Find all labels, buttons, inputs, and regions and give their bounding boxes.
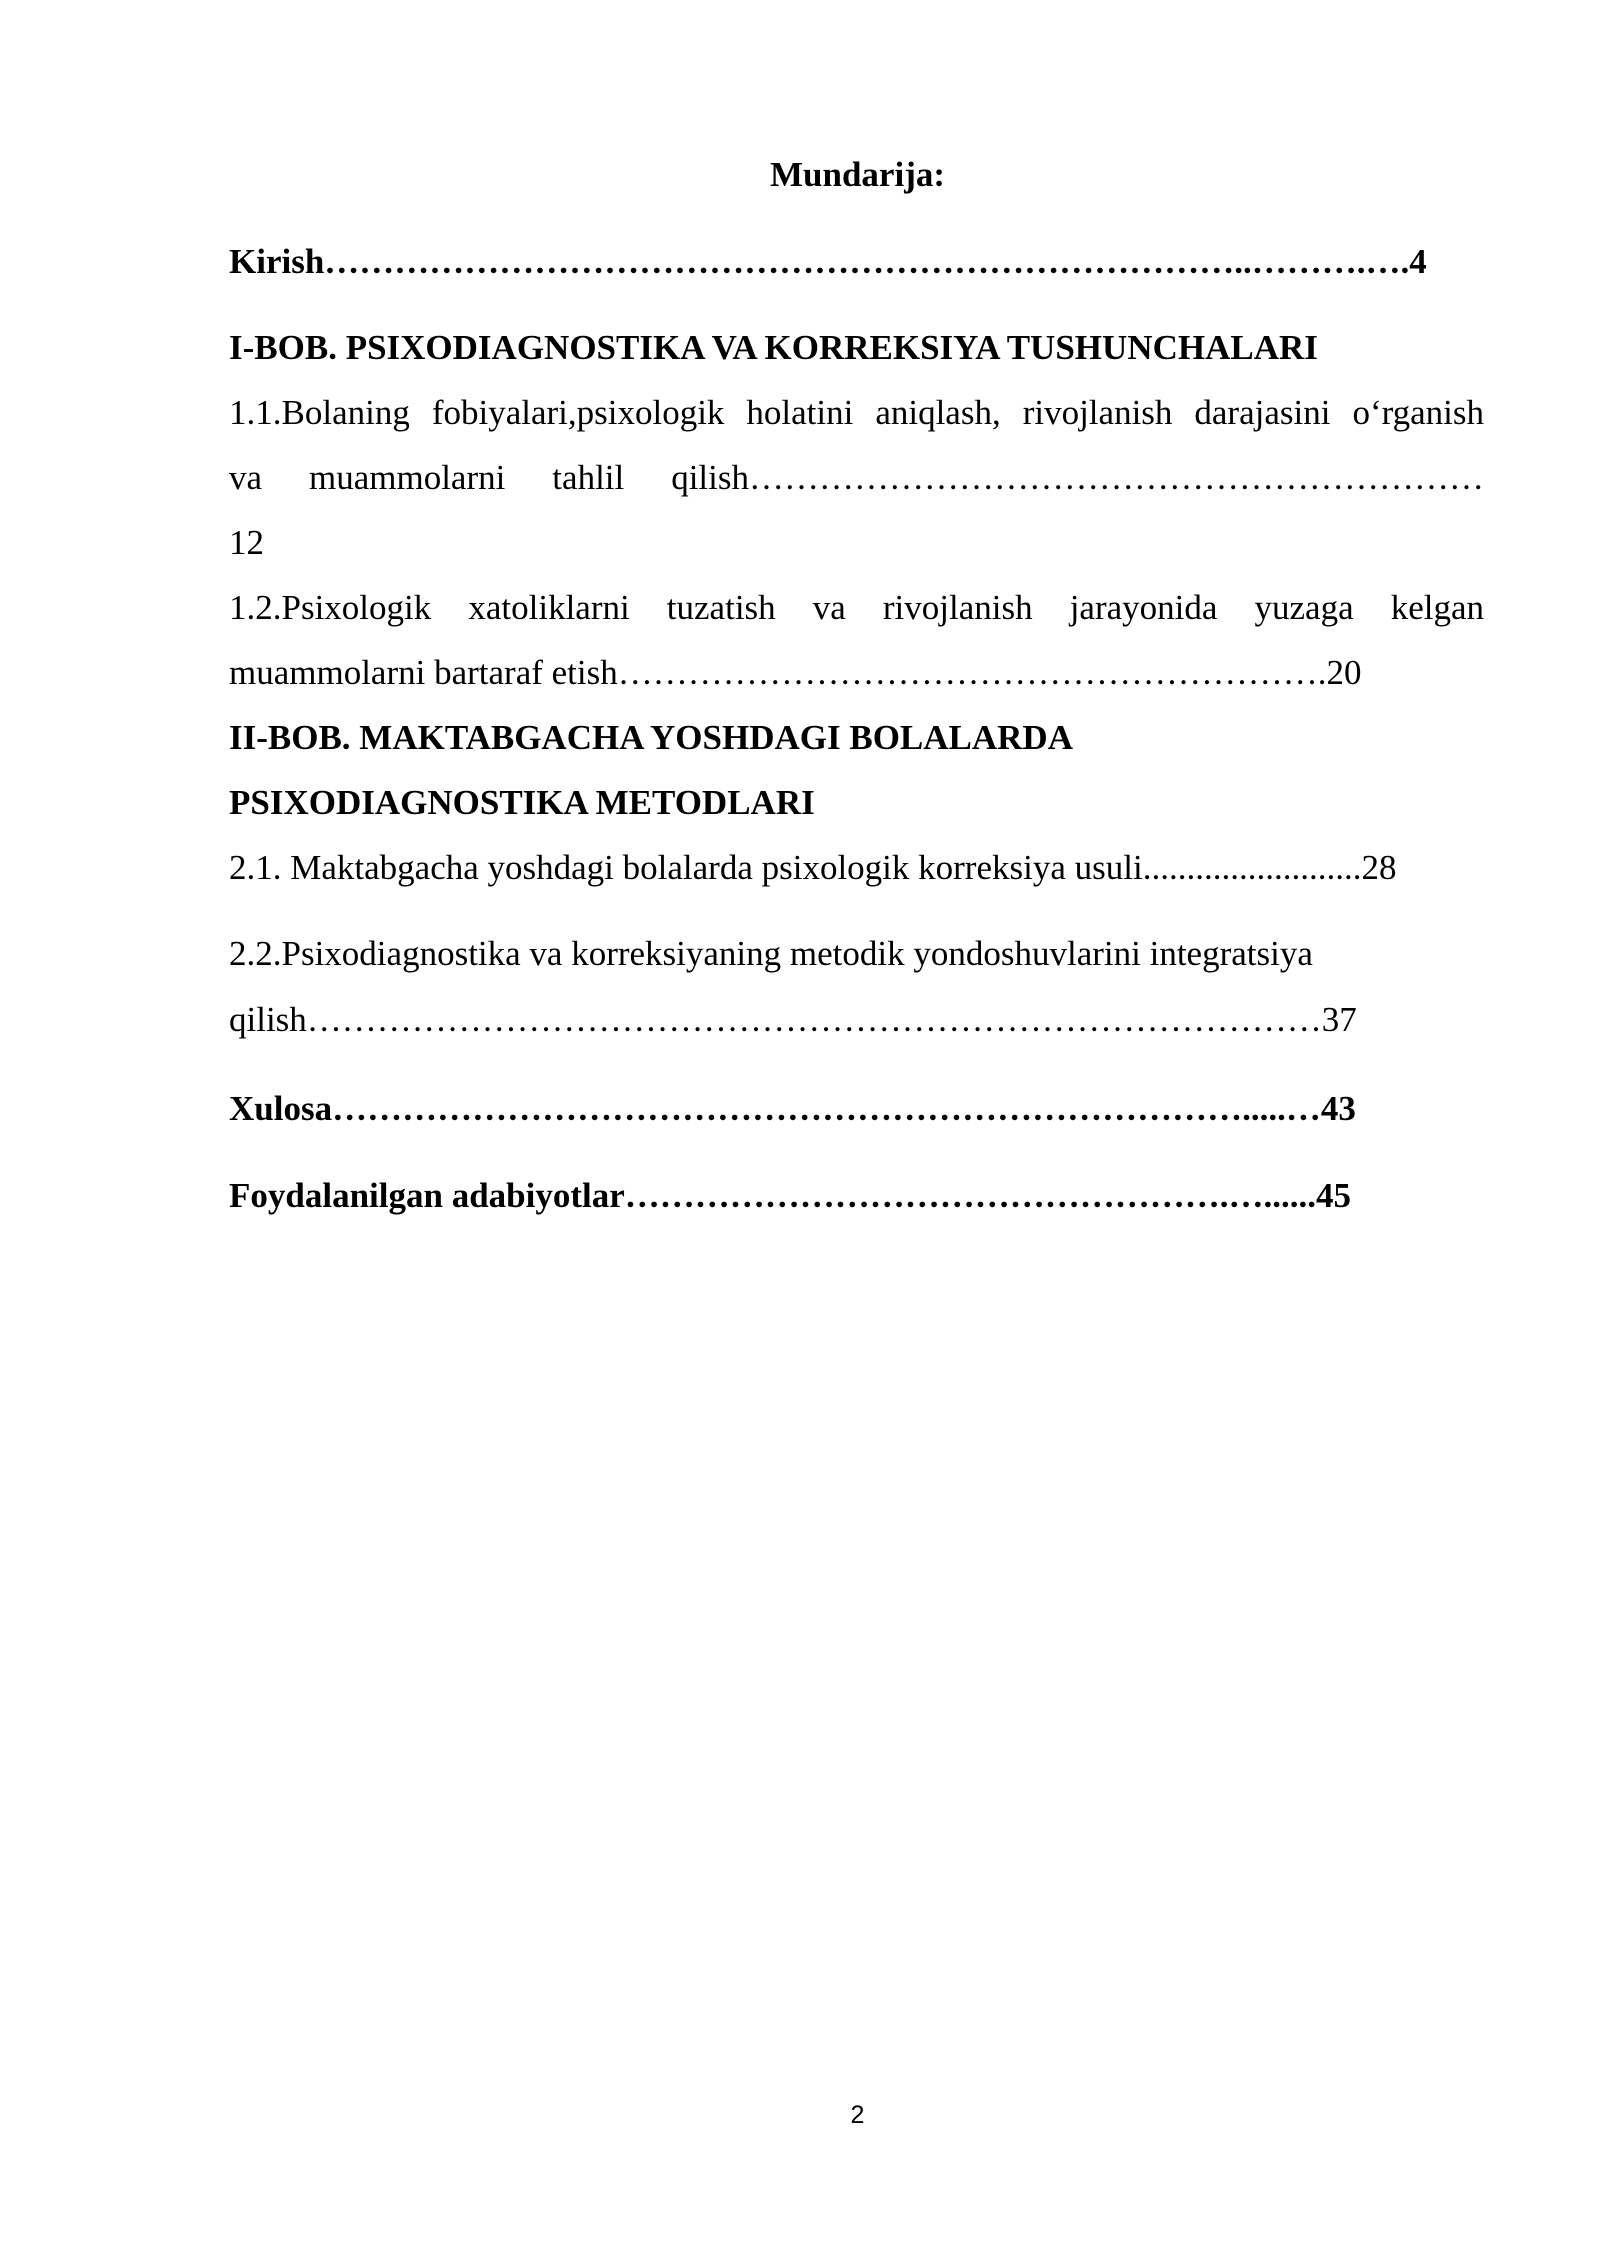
toc-entry-adabiyotlar: Foydalanilgan adabiyotlar…………………………………………….…......45 [229,1176,1352,1215]
toc-entry-1-1-line-1: 1.1.Bolaning fobiyalari,psixologik holatini aniqlash, rivojlanish darajasini o‘rganish [229,393,1484,432]
chapter-2-heading-line-1: II-BOB. MAKTABGACHA YOSHDAGI BOLALARDA [229,718,1073,757]
toc-title: Mundarija: [770,155,945,194]
toc-entry-kirish: Kirish……………………………………………………………………..……….….4 [229,242,1427,281]
toc-entry-1-2-line-2: muammolarni bartaraf etish…………………………………………………….20 [229,653,1362,692]
page-number: 2 [850,2101,865,2129]
chapter-1-heading: I-BOB. PSIXODIAGNOSTIKA VA KORREKSIYA TUSHUNCHALARI [229,328,1318,367]
toc-entry-2-1: 2.1. Maktabgacha yoshdagi bolalarda psixologik korreksiya usuli.........................28 [229,848,1397,887]
toc-entry-2-2-line-2: qilish……………………………………………………………………………37 [229,1000,1357,1039]
toc-entry-xulosa: Xulosa…………………………………………………………………….....…43 [229,1089,1356,1128]
chapter-2-heading-line-2: PSIXODIAGNOSTIKA METODLARI [229,783,815,822]
toc-entry-1-1-page: 12 [229,523,264,562]
toc-entry-2-2-line-1: 2.2.Psixodiagnostika va korreksiyaning metodik yondoshuvlarini integratsiya [229,934,1313,973]
toc-entry-1-2-line-1: 1.2.Psixologik xatoliklarni tuzatish va rivojlanish jarayonida yuzaga kelgan [229,588,1484,627]
toc-entry-1-1-line-2: va muammolarni tahlil qilish……………………………………………………… [229,458,1484,497]
